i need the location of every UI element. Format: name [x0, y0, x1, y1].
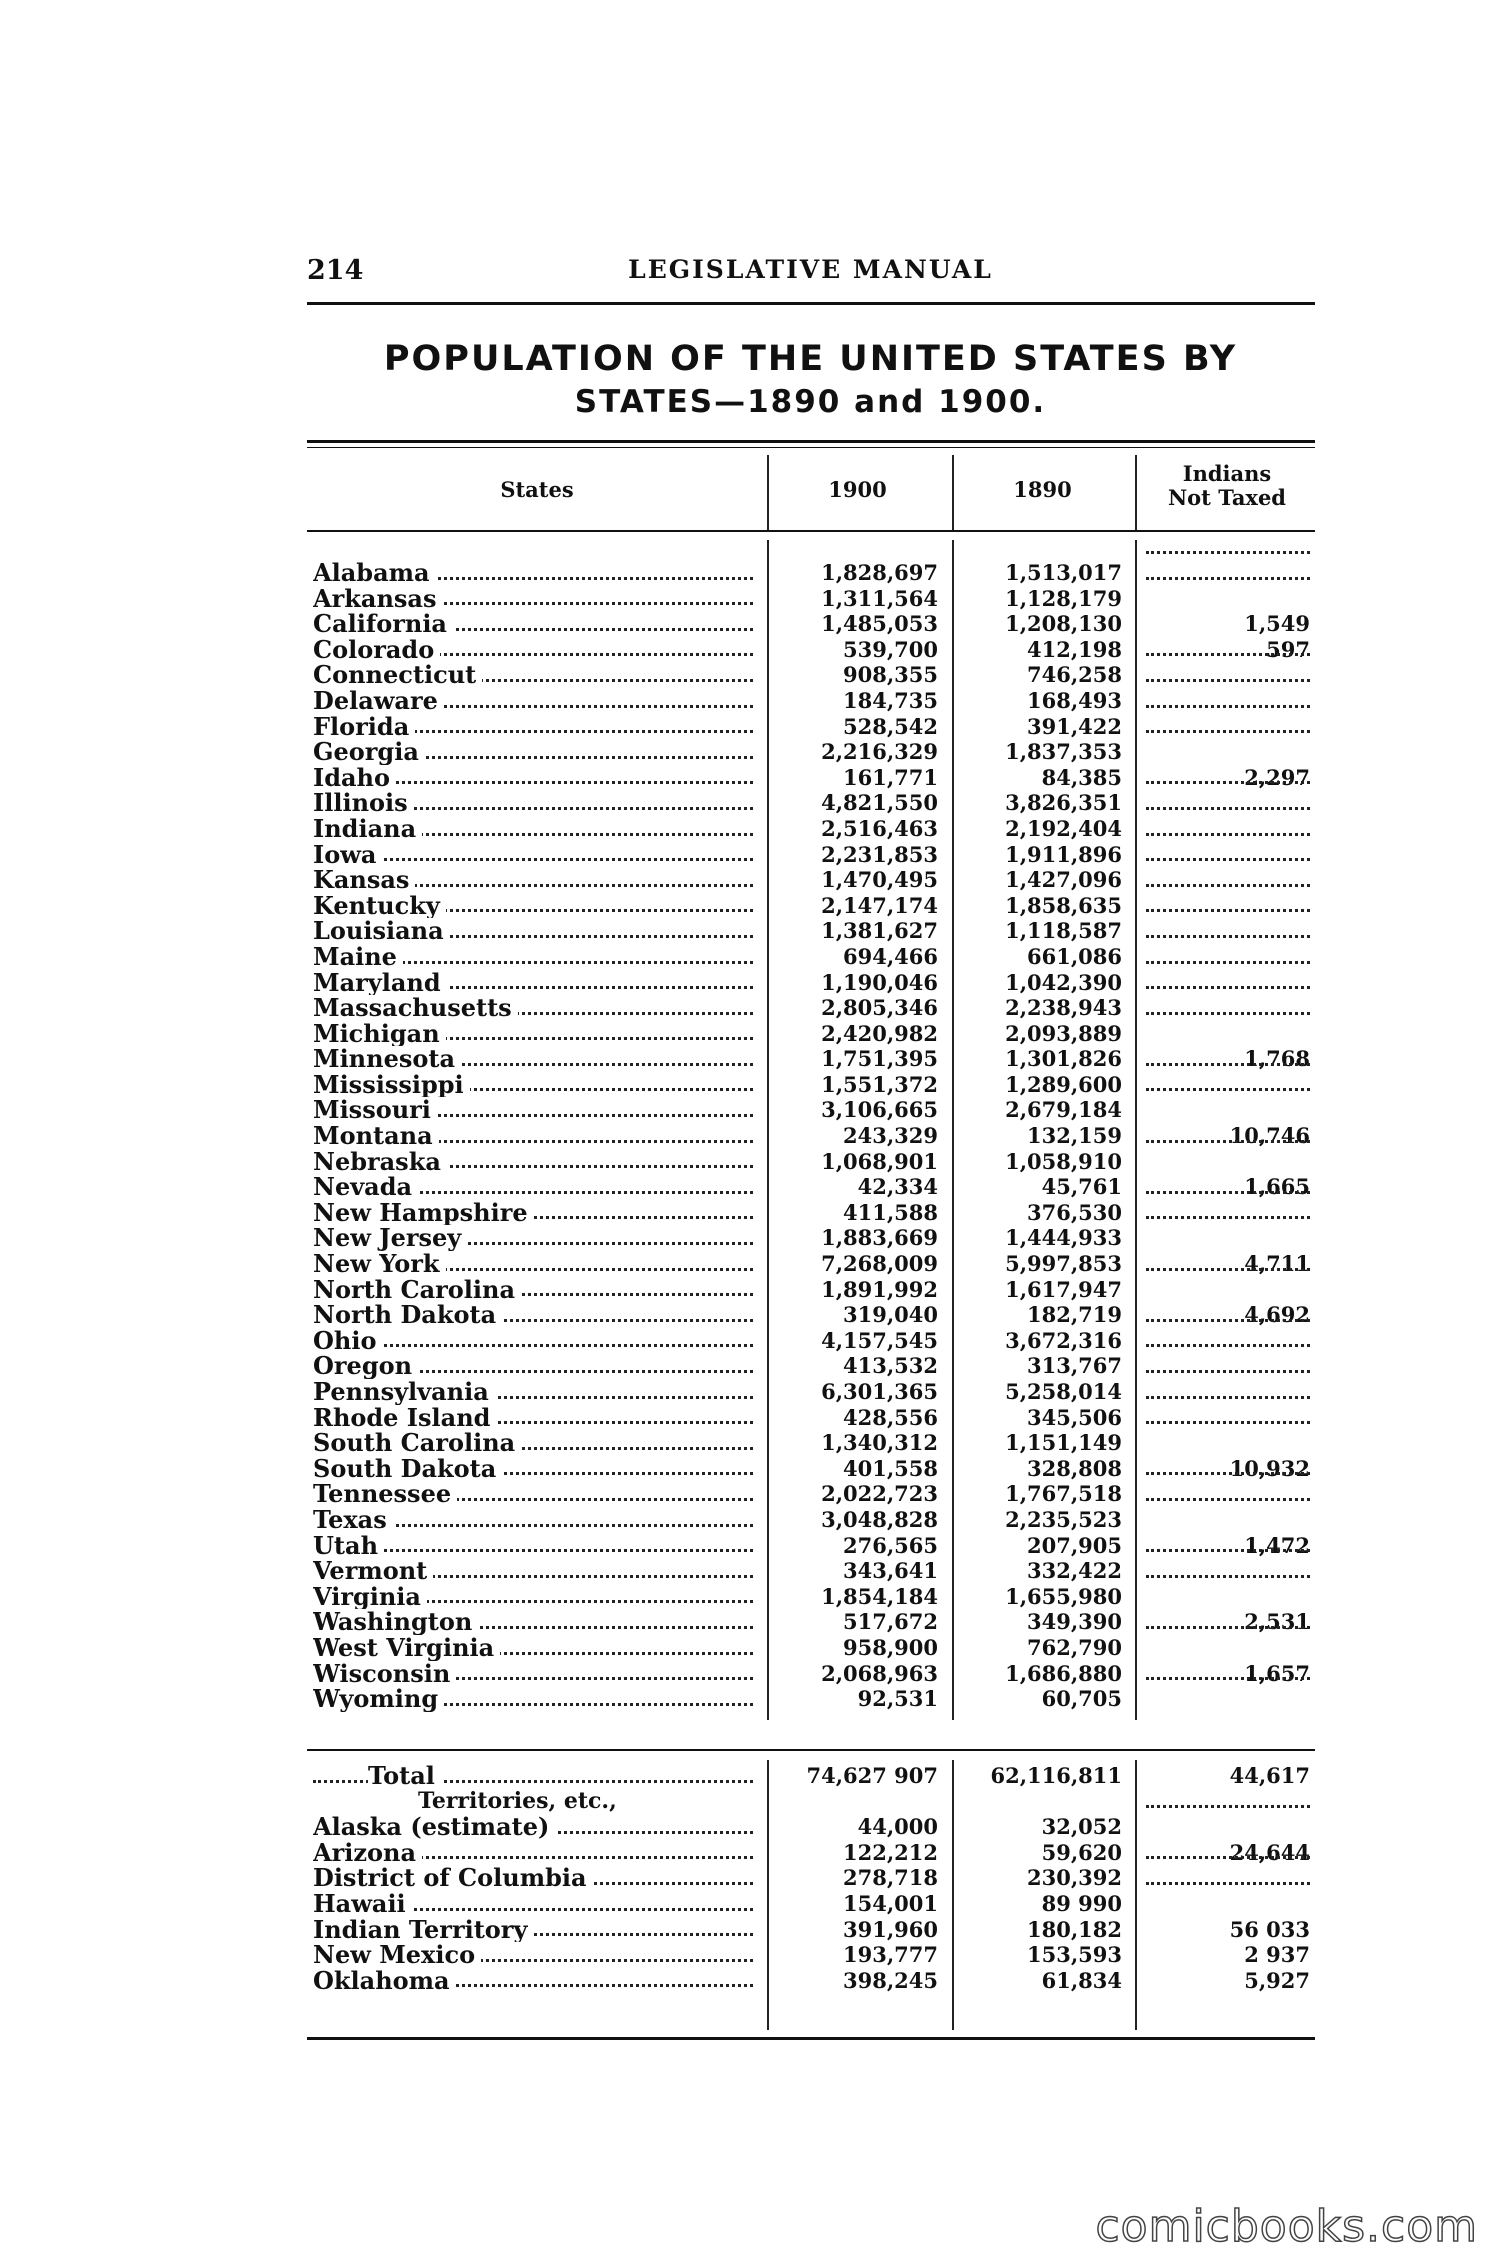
table-title	[307, 337, 1314, 423]
header-bottom-rule	[307, 530, 1315, 532]
population-1900: 2,216,329	[821, 739, 938, 765]
population-1890: 5,258,014	[1005, 1379, 1122, 1404]
population-1900: 539,700	[843, 636, 938, 662]
indians-not-taxed	[1140, 1968, 1310, 1994]
population-1900: 343,641	[843, 1558, 938, 1584]
indians-not-taxed	[1140, 1840, 1310, 1866]
population-1900: 398,245	[843, 1967, 938, 1993]
column-header-1900: 1900	[828, 477, 887, 502]
row-name: Indiana	[313, 816, 422, 842]
population-1900: 2,147,174	[821, 892, 938, 918]
row-name: Hawaii	[313, 1891, 412, 1917]
row-name: Indian Territory	[313, 1917, 533, 1943]
states-bottom-rule	[307, 1749, 1315, 1751]
state-row	[313, 1635, 1315, 1661]
population-1890: 661,086	[1027, 943, 1122, 969]
state-row	[313, 970, 1315, 996]
population-1900: 1,891,992	[821, 1276, 938, 1302]
population-1890: 1,058,910	[1005, 1148, 1122, 1174]
state-row	[313, 1149, 1315, 1175]
state-row	[313, 1558, 1315, 1584]
watermark: comicbooks.com	[1095, 2201, 1478, 2252]
page-header	[307, 255, 1314, 301]
states-table	[313, 560, 1315, 1712]
population-1890: 1,617,947	[1005, 1276, 1122, 1302]
row-name: Georgia	[313, 739, 425, 765]
header-rule	[307, 302, 1315, 305]
row-name: Montana	[313, 1123, 439, 1149]
population-1890: 1,118,587	[1005, 918, 1122, 944]
row-name: Arkansas	[313, 586, 442, 612]
row-name: Virginia	[313, 1584, 427, 1610]
column-header-indians-line-2: Not Taxed	[1167, 485, 1286, 510]
indians-value: 56 033	[1229, 1916, 1310, 1942]
row-name: Delaware	[313, 688, 444, 714]
population-1900: 908,355	[843, 662, 938, 688]
state-row	[313, 816, 1315, 842]
population-1890: 376,530	[1027, 1199, 1122, 1225]
row-name: Florida	[313, 714, 415, 740]
column-header-indians-line-1: Indians	[1182, 461, 1272, 486]
state-row	[313, 1456, 1315, 1482]
territory-row	[313, 1968, 1315, 1994]
state-row	[313, 1353, 1315, 1379]
page-number: 214	[307, 255, 364, 286]
population-1900: 278,718	[843, 1865, 938, 1891]
state-row	[313, 662, 1315, 688]
population-1890: 391,422	[1027, 713, 1122, 739]
territory-row	[313, 1865, 1315, 1891]
state-row	[313, 611, 1315, 637]
population-1900: 1,485,053	[821, 611, 938, 637]
row-name: New Mexico	[313, 1942, 481, 1968]
state-row	[313, 995, 1315, 1021]
state-row	[313, 1123, 1315, 1149]
indians-not-taxed	[1140, 1661, 1310, 1687]
population-1900: 122,212	[843, 1839, 938, 1865]
population-1890: 153,593	[1027, 1942, 1122, 1968]
indians-not-taxed	[1140, 1609, 1310, 1635]
table-top-rule-thin	[307, 447, 1315, 448]
population-1890: 349,390	[1027, 1609, 1122, 1635]
state-row	[313, 1302, 1315, 1328]
population-1900: 154,001	[843, 1890, 938, 1916]
population-1900: 319,040	[843, 1302, 938, 1328]
population-1890: 84,385	[1041, 764, 1122, 790]
state-row	[313, 918, 1315, 944]
row-name: North Dakota	[313, 1302, 502, 1328]
indians-not-taxed	[1140, 1174, 1310, 1200]
population-1890: 345,506	[1027, 1404, 1122, 1430]
state-row	[313, 867, 1315, 893]
state-row	[313, 1584, 1315, 1610]
row-name: Maryland	[313, 970, 447, 996]
territory-row	[313, 1891, 1315, 1917]
state-row	[313, 790, 1315, 816]
total-indians: 44,617	[1229, 1763, 1310, 1788]
population-1900: 3,048,828	[821, 1506, 938, 1532]
row-name: Illinois	[313, 790, 414, 816]
population-1890: 332,422	[1027, 1558, 1122, 1584]
indians-not-taxed	[1140, 1456, 1310, 1482]
population-1890: 1,151,149	[1005, 1430, 1122, 1456]
state-row	[313, 1200, 1315, 1226]
population-1890: 1,128,179	[1005, 585, 1122, 611]
population-1900: 517,672	[843, 1609, 938, 1635]
population-1890: 328,808	[1027, 1455, 1122, 1481]
population-1890: 2,192,404	[1005, 815, 1122, 841]
population-1890: 1,767,518	[1005, 1481, 1122, 1507]
row-name: New York	[313, 1251, 446, 1277]
state-row	[313, 637, 1315, 663]
state-row	[313, 1072, 1315, 1098]
indians-value: 1,657	[1244, 1660, 1310, 1686]
state-row	[313, 586, 1315, 612]
row-name: Iowa	[313, 842, 382, 868]
state-row	[313, 1609, 1315, 1635]
row-name: Utah	[313, 1533, 384, 1559]
population-1890: 89 990	[1041, 1890, 1122, 1916]
row-name: Colorado	[313, 637, 440, 663]
row-name: Missouri	[313, 1097, 437, 1123]
row-name: Wisconsin	[313, 1661, 456, 1687]
territory-row	[313, 1917, 1315, 1943]
territories-heading	[313, 1789, 1315, 1815]
total-1900: 74,627 907	[806, 1763, 938, 1788]
population-1900: 1,883,669	[821, 1225, 938, 1251]
population-1900: 6,301,365	[821, 1379, 938, 1404]
population-1890: 2,235,523	[1005, 1506, 1122, 1532]
row-name: Mississippi	[313, 1072, 470, 1098]
indians-value: 1,768	[1244, 1046, 1310, 1072]
indians-value: 2,297	[1244, 764, 1310, 790]
population-1900: 411,588	[843, 1199, 938, 1225]
population-1900: 92,531	[857, 1686, 938, 1712]
population-1900: 401,558	[843, 1455, 938, 1481]
row-name: Nevada	[313, 1174, 418, 1200]
row-name: Nebraska	[313, 1149, 447, 1175]
population-1890: 1,042,390	[1005, 969, 1122, 995]
population-1900: 3,106,665	[821, 1097, 938, 1123]
population-1890: 746,258	[1027, 662, 1122, 688]
row-name: Maine	[313, 944, 403, 970]
indians-value: 4,692	[1244, 1302, 1310, 1328]
population-1900: 1,751,395	[821, 1046, 938, 1072]
row-name: Massachusetts	[313, 995, 518, 1021]
population-1890: 1,655,980	[1005, 1583, 1122, 1609]
state-row	[313, 1225, 1315, 1251]
row-name: West Virginia	[313, 1635, 500, 1661]
state-row	[313, 1661, 1315, 1687]
population-1900: 161,771	[843, 764, 938, 790]
total-label: Total	[368, 1763, 441, 1789]
population-1890: 2,679,184	[1005, 1097, 1122, 1123]
state-row	[313, 1251, 1315, 1277]
table-top-rule	[307, 440, 1315, 443]
population-1890: 132,159	[1027, 1123, 1122, 1149]
indians-value: 10,932	[1229, 1455, 1310, 1481]
population-1890: 207,905	[1027, 1532, 1122, 1558]
row-name: Oregon	[313, 1353, 418, 1379]
state-rows	[313, 560, 1315, 1712]
row-name: Louisiana	[313, 918, 450, 944]
indians-value: 2 937	[1244, 1942, 1310, 1968]
indians-not-taxed	[1140, 637, 1310, 663]
row-name: Michigan	[313, 1021, 446, 1047]
state-row	[313, 1507, 1315, 1533]
population-1900: 1,551,372	[821, 1071, 938, 1097]
population-1900: 1,381,627	[821, 918, 938, 944]
territory-rows	[313, 1814, 1315, 1993]
population-1890: 59,620	[1041, 1839, 1122, 1865]
population-1890: 5,997,853	[1005, 1251, 1122, 1277]
column-header-1890: 1890	[1013, 477, 1072, 502]
state-row	[313, 1686, 1315, 1712]
indians-not-taxed	[1140, 1046, 1310, 1072]
state-row	[313, 1021, 1315, 1047]
population-1890: 45,761	[1041, 1174, 1122, 1200]
row-name: Pennsylvania	[313, 1379, 495, 1405]
row-name: New Jersey	[313, 1225, 467, 1251]
population-1900: 243,329	[843, 1123, 938, 1149]
row-name: Kansas	[313, 867, 415, 893]
column-divider-2	[952, 455, 954, 530]
state-row	[313, 1097, 1315, 1123]
state-row	[313, 714, 1315, 740]
population-1900: 2,022,723	[821, 1481, 938, 1507]
row-name: South Carolina	[313, 1430, 521, 1456]
population-1900: 1,470,495	[821, 867, 938, 893]
indians-not-taxed	[1140, 1123, 1310, 1149]
population-1890: 2,238,943	[1005, 995, 1122, 1021]
population-1900: 4,821,550	[821, 790, 938, 816]
total-row	[313, 1763, 1315, 1789]
state-row	[313, 893, 1315, 919]
territory-row	[313, 1840, 1315, 1866]
population-1900: 44,000	[857, 1814, 938, 1840]
indians-not-taxed	[1140, 1917, 1310, 1943]
indians-value: 1,472	[1244, 1532, 1310, 1558]
population-1900: 7,268,009	[821, 1251, 938, 1277]
population-1900: 1,190,046	[821, 969, 938, 995]
population-1900: 2,068,963	[821, 1660, 938, 1686]
population-1890: 1,301,826	[1005, 1046, 1122, 1072]
indians-value: 1,549	[1244, 611, 1310, 637]
state-row	[313, 1533, 1315, 1559]
population-1890: 3,672,316	[1005, 1327, 1122, 1353]
population-1900: 958,900	[843, 1634, 938, 1660]
row-name: Texas	[313, 1507, 393, 1533]
title-line-1: POPULATION OF THE UNITED STATES BY	[383, 339, 1238, 379]
state-row	[313, 944, 1315, 970]
population-1900: 4,157,545	[821, 1327, 938, 1353]
population-1890: 1,858,635	[1005, 892, 1122, 918]
indians-not-taxed	[1140, 1302, 1310, 1328]
row-name: Idaho	[313, 765, 396, 791]
population-1900: 1,311,564	[821, 585, 938, 611]
row-name: Minnesota	[313, 1046, 461, 1072]
indians-value: 10,746	[1229, 1123, 1310, 1149]
indians-value: 597	[1266, 636, 1310, 662]
row-name: Alabama	[313, 560, 436, 586]
population-1900: 2,231,853	[821, 841, 938, 867]
population-1900: 1,340,312	[821, 1430, 938, 1456]
title-line-2: STATES—1890 and 1900.	[574, 384, 1047, 420]
row-name: Alaska (estimate)	[313, 1814, 555, 1840]
population-1900: 184,735	[843, 687, 938, 713]
row-name: Rhode Island	[313, 1405, 496, 1431]
state-row	[313, 1379, 1315, 1405]
population-1900: 1,828,697	[821, 560, 938, 585]
territories-heading-label: Territories, etc.,	[418, 1787, 617, 1814]
row-name: District of Columbia	[313, 1865, 593, 1891]
state-row	[313, 842, 1315, 868]
row-name: Arizona	[313, 1840, 422, 1866]
territory-row	[313, 1814, 1315, 1840]
indians-value: 5,927	[1244, 1967, 1310, 1993]
population-1900: 276,565	[843, 1532, 938, 1558]
population-1890: 3,826,351	[1005, 790, 1122, 816]
population-1890: 180,182	[1027, 1916, 1122, 1942]
indians-not-taxed	[1140, 1251, 1310, 1277]
state-row	[313, 688, 1315, 714]
population-1890: 2,093,889	[1005, 1020, 1122, 1046]
state-row	[313, 1430, 1315, 1456]
population-1890: 32,052	[1041, 1814, 1122, 1840]
state-row	[313, 1328, 1315, 1354]
indians-not-taxed	[1140, 765, 1310, 791]
population-1900: 413,532	[843, 1353, 938, 1379]
state-row	[313, 1174, 1315, 1200]
population-1890: 61,834	[1041, 1967, 1122, 1993]
territory-row	[313, 1942, 1315, 1968]
state-row	[313, 1481, 1315, 1507]
population-1890: 313,767	[1027, 1353, 1122, 1379]
row-name: Kentucky	[313, 893, 446, 919]
population-1900: 2,805,346	[821, 995, 938, 1021]
column-header-indians	[1138, 462, 1316, 510]
row-name: South Dakota	[313, 1456, 502, 1482]
total-1890: 62,116,811	[990, 1763, 1122, 1788]
population-1890: 1,444,933	[1005, 1225, 1122, 1251]
indians-value: 24,644	[1229, 1839, 1310, 1865]
population-1890: 1,208,130	[1005, 611, 1122, 637]
column-divider-1	[767, 455, 769, 530]
state-row	[313, 1405, 1315, 1431]
population-1890: 1,289,600	[1005, 1071, 1122, 1097]
population-1890: 1,911,896	[1005, 841, 1122, 867]
state-row	[313, 560, 1315, 586]
row-name: Washington	[313, 1609, 478, 1635]
table-bottom-rule	[307, 2037, 1315, 2040]
population-1890: 168,493	[1027, 687, 1122, 713]
population-1890: 412,198	[1027, 636, 1122, 662]
population-1900: 2,420,982	[821, 1020, 938, 1046]
population-1890: 1,513,017	[1005, 560, 1122, 585]
indians-not-taxed	[1140, 611, 1310, 637]
population-1900: 193,777	[843, 1942, 938, 1968]
population-1900: 528,542	[843, 713, 938, 739]
row-name: Vermont	[313, 1558, 433, 1584]
population-1890: 182,719	[1027, 1302, 1122, 1328]
population-1900: 42,334	[857, 1174, 938, 1200]
indians-not-taxed	[1140, 1533, 1310, 1559]
population-1890: 60,705	[1041, 1686, 1122, 1712]
population-1900: 428,556	[843, 1404, 938, 1430]
row-name: North Carolina	[313, 1277, 521, 1303]
totals-and-territories	[313, 1763, 1315, 1993]
population-1900: 2,516,463	[821, 815, 938, 841]
population-1900: 1,854,184	[821, 1583, 938, 1609]
state-row	[313, 739, 1315, 765]
population-1890: 1,837,353	[1005, 739, 1122, 765]
population-1900: 694,466	[843, 943, 938, 969]
population-1890: 230,392	[1027, 1865, 1122, 1891]
population-1890: 1,427,096	[1005, 867, 1122, 893]
population-1890: 1,686,880	[1005, 1660, 1122, 1686]
indians-value: 4,711	[1244, 1251, 1310, 1277]
row-name: Connecticut	[313, 662, 482, 688]
indians-value: 2,531	[1244, 1609, 1310, 1635]
row-name: Ohio	[313, 1328, 382, 1354]
row-name: California	[313, 611, 453, 637]
state-row	[313, 1046, 1315, 1072]
indians-value: 1,665	[1244, 1174, 1310, 1200]
population-1900: 1,068,901	[821, 1148, 938, 1174]
indians-not-taxed	[1140, 1942, 1310, 1968]
row-name: New Hampshire	[313, 1200, 534, 1226]
state-row	[313, 1277, 1315, 1303]
column-divider-3	[1135, 455, 1137, 530]
population-1900: 391,960	[843, 1916, 938, 1942]
population-1890: 762,790	[1027, 1634, 1122, 1660]
row-name: Oklahoma	[313, 1968, 456, 1994]
row-name: Tennessee	[313, 1481, 457, 1507]
state-row	[313, 765, 1315, 791]
column-header-states: States	[500, 477, 574, 502]
running-title: LEGISLATIVE MANUAL	[628, 255, 993, 284]
row-name: Wyoming	[313, 1686, 444, 1712]
